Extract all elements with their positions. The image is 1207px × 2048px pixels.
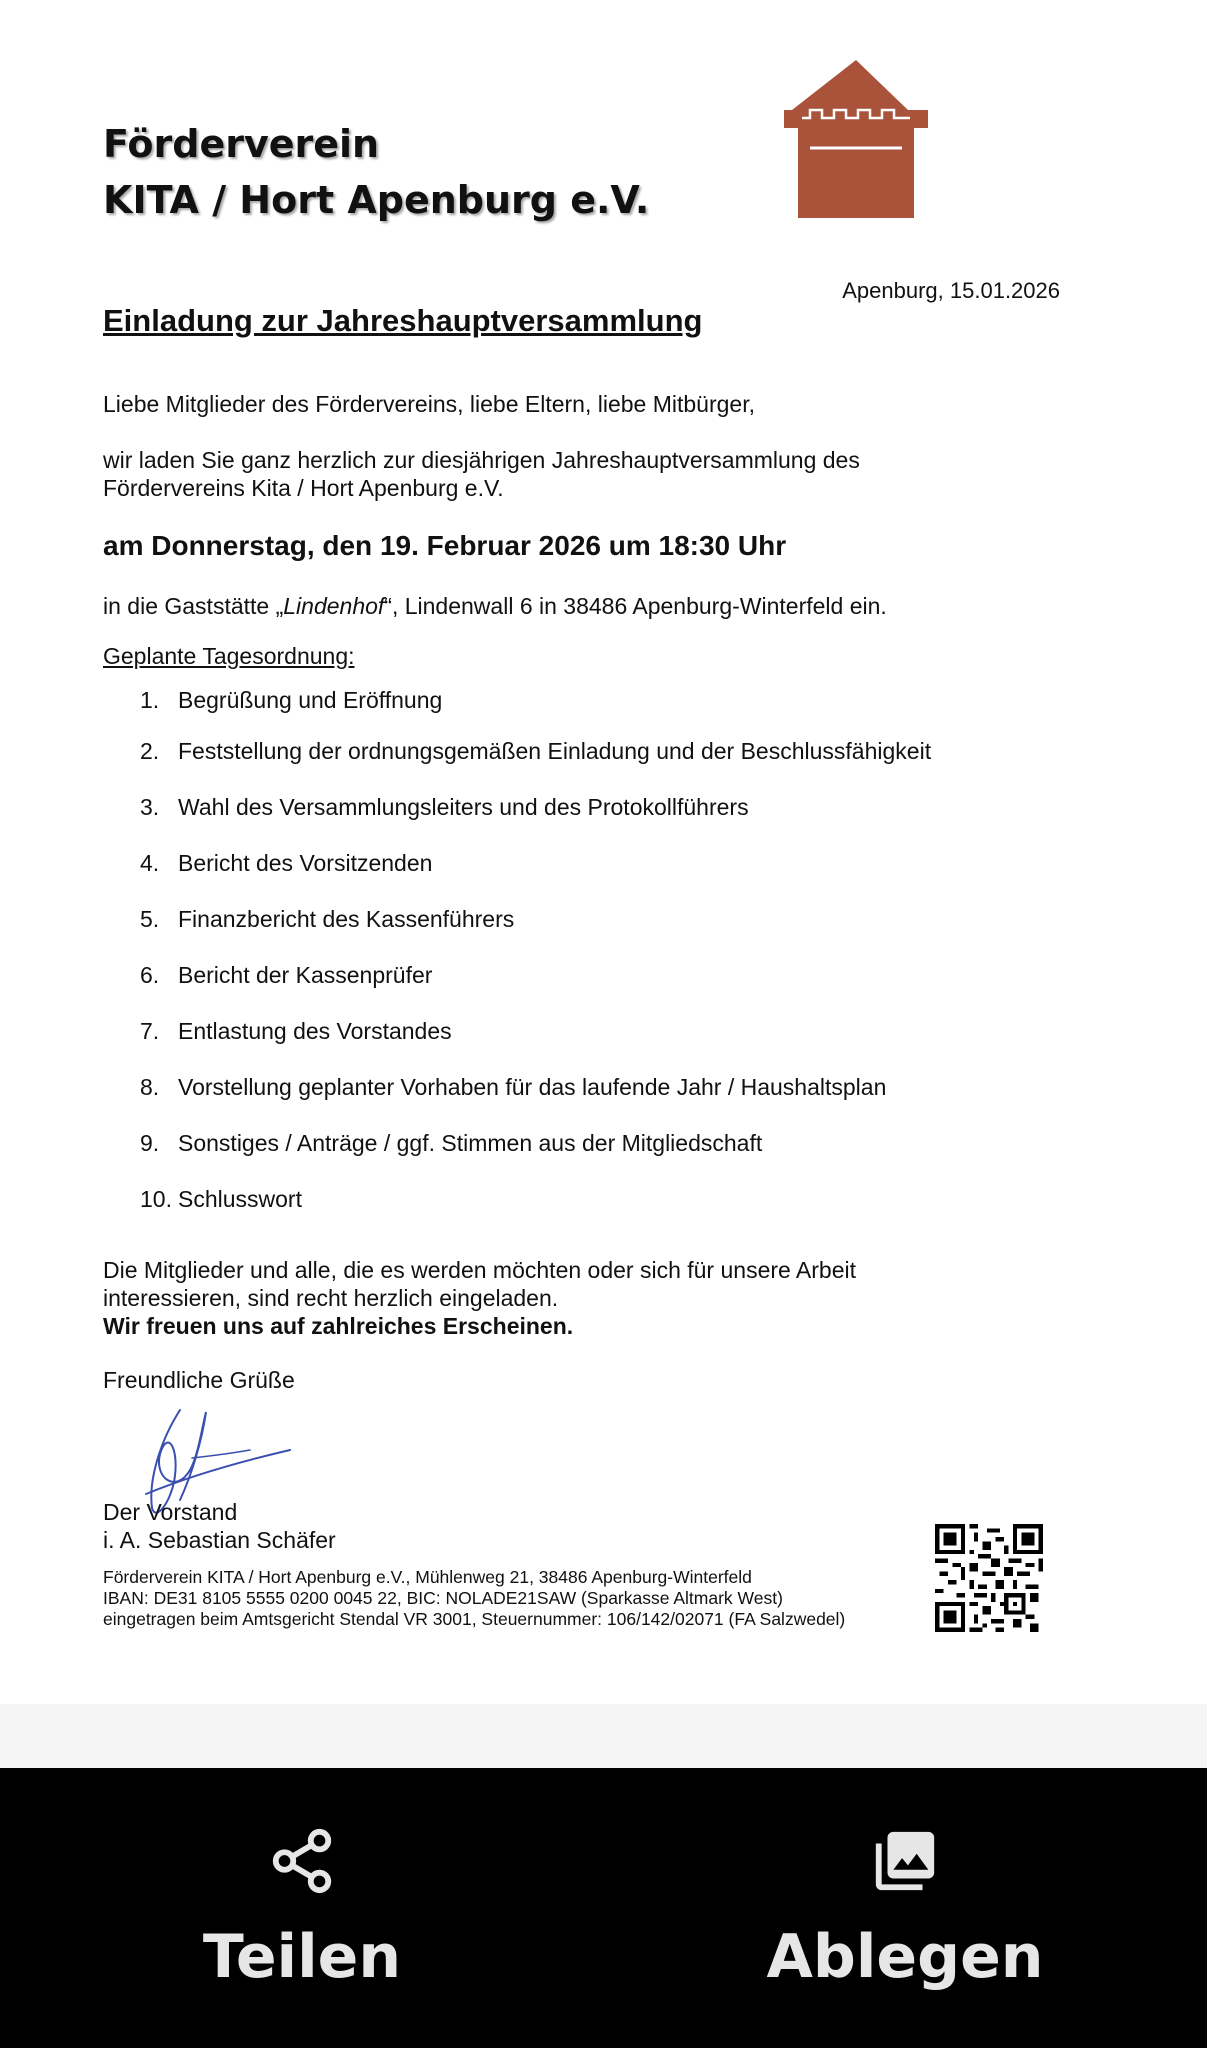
closing-line: interessieren, sind recht herzlich eingeladen. [103,1285,559,1311]
agenda-item [140,686,442,714]
share-button[interactable] [0,1768,604,2048]
file-button[interactable] [603,1768,1207,2048]
castle-tower-logo [784,58,928,218]
intro-paragraph [103,446,1003,502]
agenda-item-text: Vorstellung geplanter Vorhaben für das laufende Jahr / Haushaltsplan [178,1074,887,1100]
closing-emphasis: Wir freuen uns auf zahlreiches Erscheinen. [103,1313,574,1339]
agenda-item-text: Begrüßung und Eröffnung [178,687,443,713]
intro-line: Fördervereins Kita / Hort Apenburg e.V. [103,475,504,501]
agenda-item-number: 9. [140,1130,160,1156]
agenda-item-number: 7. [140,1018,160,1044]
agenda-item-text: Wahl des Versammlungsleiters und des Protokollführers [178,794,749,820]
agenda-item-text: Schlusswort [178,1186,302,1212]
agenda-item-number: 2. [140,738,160,764]
intro-line: wir laden Sie ganz herzlich zur diesjährigen Jahreshauptversammlung des [103,447,860,473]
venue-name: Lindenhof [283,593,385,619]
action-bar [0,1768,1207,2048]
agenda-item-text: Bericht der Kassenprüfer [178,962,433,988]
signer-name: i. A. Sebastian Schäfer [103,1527,336,1553]
agenda-item [140,1185,302,1213]
meeting-date: am Donnerstag, den 19. Februar 2026 um 18:30 Uhr [103,530,787,561]
qr-code [934,1524,1044,1632]
page-gap [0,1704,1207,1768]
organization-name [103,116,649,228]
letter-footer [103,1567,845,1630]
agenda-item-number: 6. [140,962,160,988]
agenda-item-text: Feststellung der ordnungsgemäßen Einladung und der Beschlussfähigkeit [178,738,932,764]
agenda-item-number: 3. [140,794,160,820]
agenda-item [140,961,432,989]
agenda-item-text: Sonstiges / Anträge / ggf. Stimmen aus der Mitgliedschaft [178,1130,763,1156]
agenda-item-number: 10. [140,1186,172,1212]
agenda-item [140,1017,452,1045]
agenda-item-number: 1. [140,687,160,713]
venue-suffix: “, Lindenwall 6 in 38486 Apenburg-Winterfeld ein. [384,593,887,619]
agenda-item [140,793,749,821]
photo-library-icon [870,1826,940,1896]
file-label: Ablegen [766,1922,1044,1992]
org-name-line1: Förderverein [103,122,380,166]
footer-line: IBAN: DE31 8105 5555 0200 0045 22, BIC: NOLADE21SAW (Sparkasse Altmark West) [103,1588,783,1608]
venue-line [103,592,887,620]
agenda-item [140,1073,886,1101]
agenda-item [140,849,432,877]
agenda-item [140,737,931,765]
agenda-title: Geplante Tagesordnung: [103,643,355,669]
letter-date: Apenburg, 15.01.2026 [842,278,1060,303]
letter-heading: Einladung zur Jahreshauptversammlung [103,303,703,338]
agenda-item [140,905,514,933]
share-icon [267,1826,337,1896]
venue-prefix: in die Gaststätte „ [103,593,284,619]
footer-line: Förderverein KITA / Hort Apenburg e.V., Mühlenweg 21, 38486 Apenburg-Winterfeld [103,1567,752,1587]
closing-paragraph [103,1256,1003,1340]
agenda-item-number: 5. [140,906,160,932]
agenda-item-text: Entlastung des Vorstandes [178,1018,452,1044]
closing-line: Die Mitglieder und alle, die es werden möchten oder sich für unsere Arbeit [103,1257,857,1283]
agenda-item-number: 4. [140,850,160,876]
agenda-item-text: Bericht des Vorsitzenden [178,850,433,876]
agenda-item-text: Finanzbericht des Kassenführers [178,906,515,932]
footer-line: eingetragen beim Amtsgericht Stendal VR 3001, Steuernummer: 106/142/02071 (FA Salzwedel) [103,1609,846,1629]
agenda-item-number: 8. [140,1074,160,1100]
salutation: Liebe Mitglieder des Fördervereins, liebe Eltern, liebe Mitbürger, [103,391,755,417]
share-label: Teilen [202,1922,402,1992]
signer-title: Der Vorstand [103,1499,238,1525]
agenda-item [140,1129,762,1157]
org-name-line2: KITA / Hort Apenburg e.V. [103,178,650,222]
greeting: Freundliche Grüße [103,1367,295,1393]
